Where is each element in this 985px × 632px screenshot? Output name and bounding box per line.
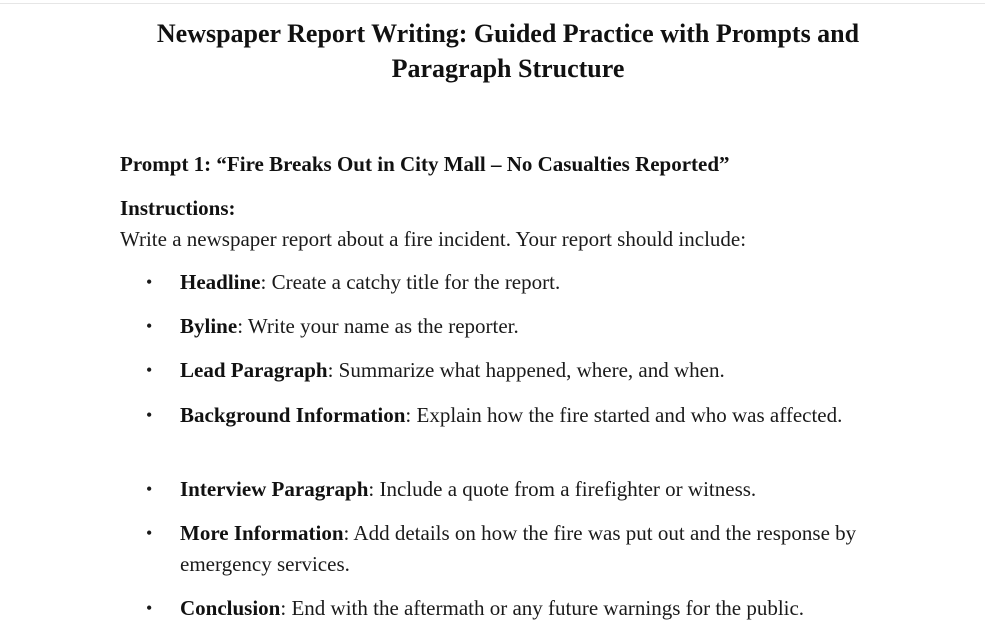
list-item-term: Interview Paragraph xyxy=(180,477,369,501)
top-divider xyxy=(0,3,985,4)
list-item-text xyxy=(180,311,860,342)
list-item-text xyxy=(180,400,860,431)
bullet-icon: • xyxy=(146,523,153,543)
bullet-icon: • xyxy=(146,316,153,336)
list-item-description: : Include a quote from a firefighter or witness. xyxy=(368,477,757,501)
instructions-text: Write a newspaper report about a fire incident. Your report should include: xyxy=(120,227,747,251)
list-item-term: Background Information xyxy=(180,403,406,427)
prompt-heading: Prompt 1: “Fire Breaks Out in City Mall – No Casualties Reported” xyxy=(120,152,730,176)
list-item-term: Headline xyxy=(180,270,261,294)
list-item-term: Lead Paragraph xyxy=(180,358,328,382)
list-item-description: : Create a catchy title for the report. xyxy=(260,270,561,294)
page-title: Newspaper Report Writing: Guided Practice with Prompts and Paragraph Structure xyxy=(156,19,860,83)
list-item-description: : Add details on how the fire was put out and the response by emergency services. xyxy=(180,521,857,576)
list-item-description: : Explain how the fire started and who was affected. xyxy=(405,403,843,427)
list-item-text xyxy=(180,355,860,386)
list-item-text xyxy=(180,518,860,580)
list-item-term: More Information xyxy=(180,521,344,545)
bullet-icon: • xyxy=(146,405,153,425)
bullet-icon: • xyxy=(146,598,153,618)
list-item-text xyxy=(180,593,860,624)
list-item-text xyxy=(180,474,860,505)
list-item-text xyxy=(180,267,860,298)
instructions-label: Instructions: xyxy=(120,196,236,220)
bullet-icon: • xyxy=(146,479,153,499)
list-item-term: Conclusion xyxy=(180,596,281,620)
list-item-description: : Write your name as the reporter. xyxy=(237,314,519,338)
bullet-icon: • xyxy=(146,272,153,292)
list-item-description: : Summarize what happened, where, and when. xyxy=(327,358,725,382)
list-item-term: Byline xyxy=(180,314,238,338)
bullet-icon: • xyxy=(146,360,153,380)
list-item-description: : End with the aftermath or any future warnings for the public. xyxy=(280,596,805,620)
